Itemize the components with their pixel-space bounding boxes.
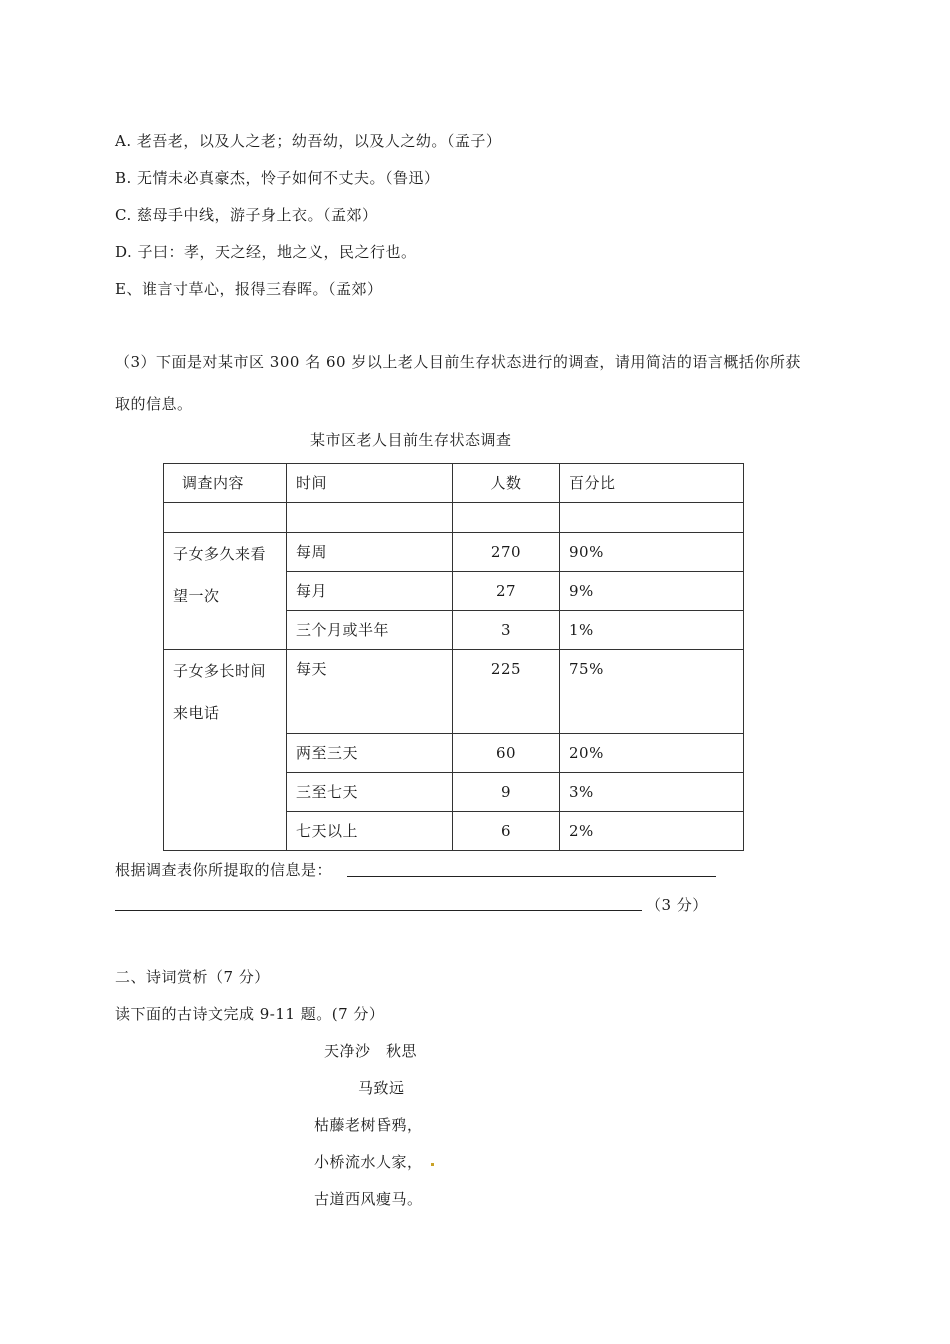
answer-blank-2[interactable]	[115, 910, 642, 911]
poem-line-1: 枯藤老树昏鸦，	[314, 1116, 423, 1134]
header-percent: 百分比	[560, 464, 744, 503]
cell-percent: 2%	[560, 812, 744, 851]
poem-author: 马致远	[358, 1079, 405, 1097]
cell-count: 3	[453, 611, 560, 650]
table-row	[164, 650, 744, 734]
cell-count: 225	[453, 650, 560, 734]
cell-time: 三个月或半年	[287, 611, 453, 650]
poem-line-3: 古道西风瘦马。	[314, 1190, 423, 1208]
survey-table	[163, 463, 744, 851]
table-header-row	[164, 464, 744, 503]
group2-label-line1: 子女多长时间	[173, 662, 267, 680]
cell-percent: 20%	[560, 734, 744, 773]
option-a: A. 老吾老，以及人之老；幼吾幼，以及人之幼。（孟子）	[115, 132, 502, 150]
cell-count: 6	[453, 812, 560, 851]
table-empty-row	[164, 503, 744, 533]
table-row	[164, 533, 744, 572]
header-count: 人数	[453, 464, 560, 503]
cell-percent: 90%	[560, 533, 744, 572]
poem-title: 天净沙 秋思	[324, 1042, 418, 1060]
cell-percent: 9%	[560, 572, 744, 611]
poem-line-2: 小桥流水人家，	[314, 1153, 423, 1171]
cell-time: 七天以上	[287, 812, 453, 851]
cell-time: 两至三天	[287, 734, 453, 773]
option-b: B. 无情未必真豪杰，怜子如何不丈夫。（鲁迅）	[115, 169, 440, 187]
answer-blank-1[interactable]	[347, 876, 716, 877]
group1-label	[164, 533, 287, 650]
table-title: 某市区老人目前生存状态调查	[310, 431, 512, 449]
section-2-instruction: 读下面的古诗文完成 9-11 题。(7 分）	[115, 1005, 385, 1023]
cell-time: 每天	[287, 650, 453, 734]
header-content: 调查内容	[164, 464, 287, 503]
group1-label-line2: 望一次	[173, 587, 220, 605]
option-d: D. 子曰：孝，天之经，地之义，民之行也。	[115, 243, 417, 261]
cell-count: 60	[453, 734, 560, 773]
cell-count: 9	[453, 773, 560, 812]
decorative-dot	[431, 1163, 434, 1166]
cell-percent: 75%	[560, 650, 744, 734]
cell-time: 每月	[287, 572, 453, 611]
group2-label-line2: 来电话	[173, 704, 220, 722]
answer-score: （3 分）	[646, 896, 708, 914]
answer-prompt: 根据调查表你所提取的信息是：	[115, 861, 333, 879]
option-c: C. 慈母手中线，游子身上衣。（孟郊）	[115, 206, 378, 224]
header-time: 时间	[287, 464, 453, 503]
option-e: E、谁言寸草心，报得三春晖。（孟郊）	[115, 280, 383, 298]
question-3-line2: 取的信息。	[115, 395, 193, 413]
cell-count: 27	[453, 572, 560, 611]
cell-percent: 3%	[560, 773, 744, 812]
group2-label	[164, 650, 287, 851]
question-3-line1: （3）下面是对某市区 300 名 60 岁以上老人目前生存状态进行的调查，请用简洁的语言概括你所获	[115, 353, 801, 371]
cell-time: 三至七天	[287, 773, 453, 812]
group1-label-line1: 子女多久来看	[173, 545, 267, 563]
cell-count: 270	[453, 533, 560, 572]
section-2-heading: 二、诗词赏析（7 分）	[115, 968, 270, 986]
cell-time: 每周	[287, 533, 453, 572]
cell-percent: 1%	[560, 611, 744, 650]
